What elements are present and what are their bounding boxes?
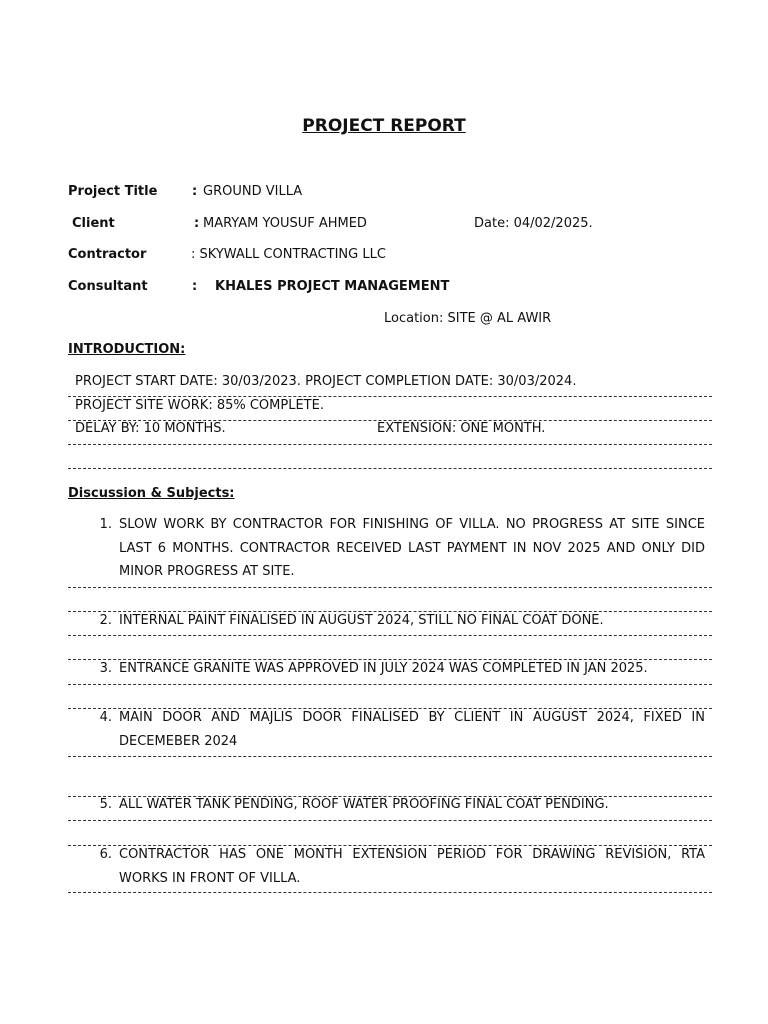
project-title-colon: : [192,184,198,199]
divider [68,587,712,588]
project-title-label: Project Title [68,184,158,199]
client-colon: : [194,216,200,231]
consultant-value: KHALES PROJECT MANAGEMENT [215,279,450,294]
divider [68,820,712,821]
report-date: Date: 04/02/2025. [474,216,593,231]
client-label: Client [72,216,115,231]
item-number: 2. [99,613,112,628]
item-number: 4. [99,710,112,725]
divider [68,635,712,636]
project-title-value: GROUND VILLA [203,184,303,199]
intro-line-progress: PROJECT SITE WORK: 85% COMPLETE. [75,398,324,413]
divider [68,396,712,397]
discussion-item-text: INTERNAL PAINT FINALISED IN AUGUST 2024, STILL NO FINAL COAT DONE. [119,613,604,628]
divider [68,756,712,757]
consultant-label: Consultant [68,279,148,294]
discussion-heading: Discussion & Subjects: [68,486,235,501]
discussion-item-text: ALL WATER TANK PENDING, ROOF WATER PROOFING FINAL COAT PENDING. [119,797,609,812]
item-number: 1. [99,517,112,532]
discussion-item-text: MAIN DOOR AND MAJLIS DOOR FINALISED BY CLIENT IN AUGUST 2024, FIXED IN DECEMEBER 2024 [119,710,705,749]
intro-delay: DELAY BY: 10 MONTHS. [75,421,226,436]
client-value: MARYAM YOUSUF AHMED [203,216,367,231]
divider [68,444,712,445]
divider [68,892,712,893]
item-number: 6. [99,847,112,862]
intro-line-dates: PROJECT START DATE: 30/03/2023. PROJECT COMPLETION DATE: 30/03/2024. [75,374,577,389]
discussion-item-text: CONTRACTOR HAS ONE MONTH EXTENSION PERIOD FOR DRAWING REVISION, RTA WORKS IN FRONT OF VILLA. [119,847,705,886]
consultant-colon: : [192,279,198,294]
divider [68,468,712,469]
item-number: 3. [99,661,112,676]
discussion-item-text: SLOW WORK BY CONTRACTOR FOR FINISHING OF VILLA. NO PROGRESS AT SITE SINCE LAST 6 MONTHS. CONTRACTOR RECEIVED LAST PAYMENT IN NOV 2025 AND ONLY DID MINOR PROGRESS AT SITE. [119,517,705,579]
contractor-value: : SKYWALL CONTRACTING LLC [191,247,386,262]
introduction-heading: INTRODUCTION: [68,342,186,357]
page-title: PROJECT REPORT [302,116,466,136]
discussion-item-text: ENTRANCE GRANITE WAS APPROVED IN JULY 2024 WAS COMPLETED IN JAN 2025. [119,661,648,676]
intro-extension: EXTENSION: ONE MONTH. [377,421,546,436]
divider [68,684,712,685]
item-number: 5. [99,797,112,812]
location-text: Location: SITE @ AL AWIR [384,311,552,326]
contractor-label: Contractor [68,247,147,262]
